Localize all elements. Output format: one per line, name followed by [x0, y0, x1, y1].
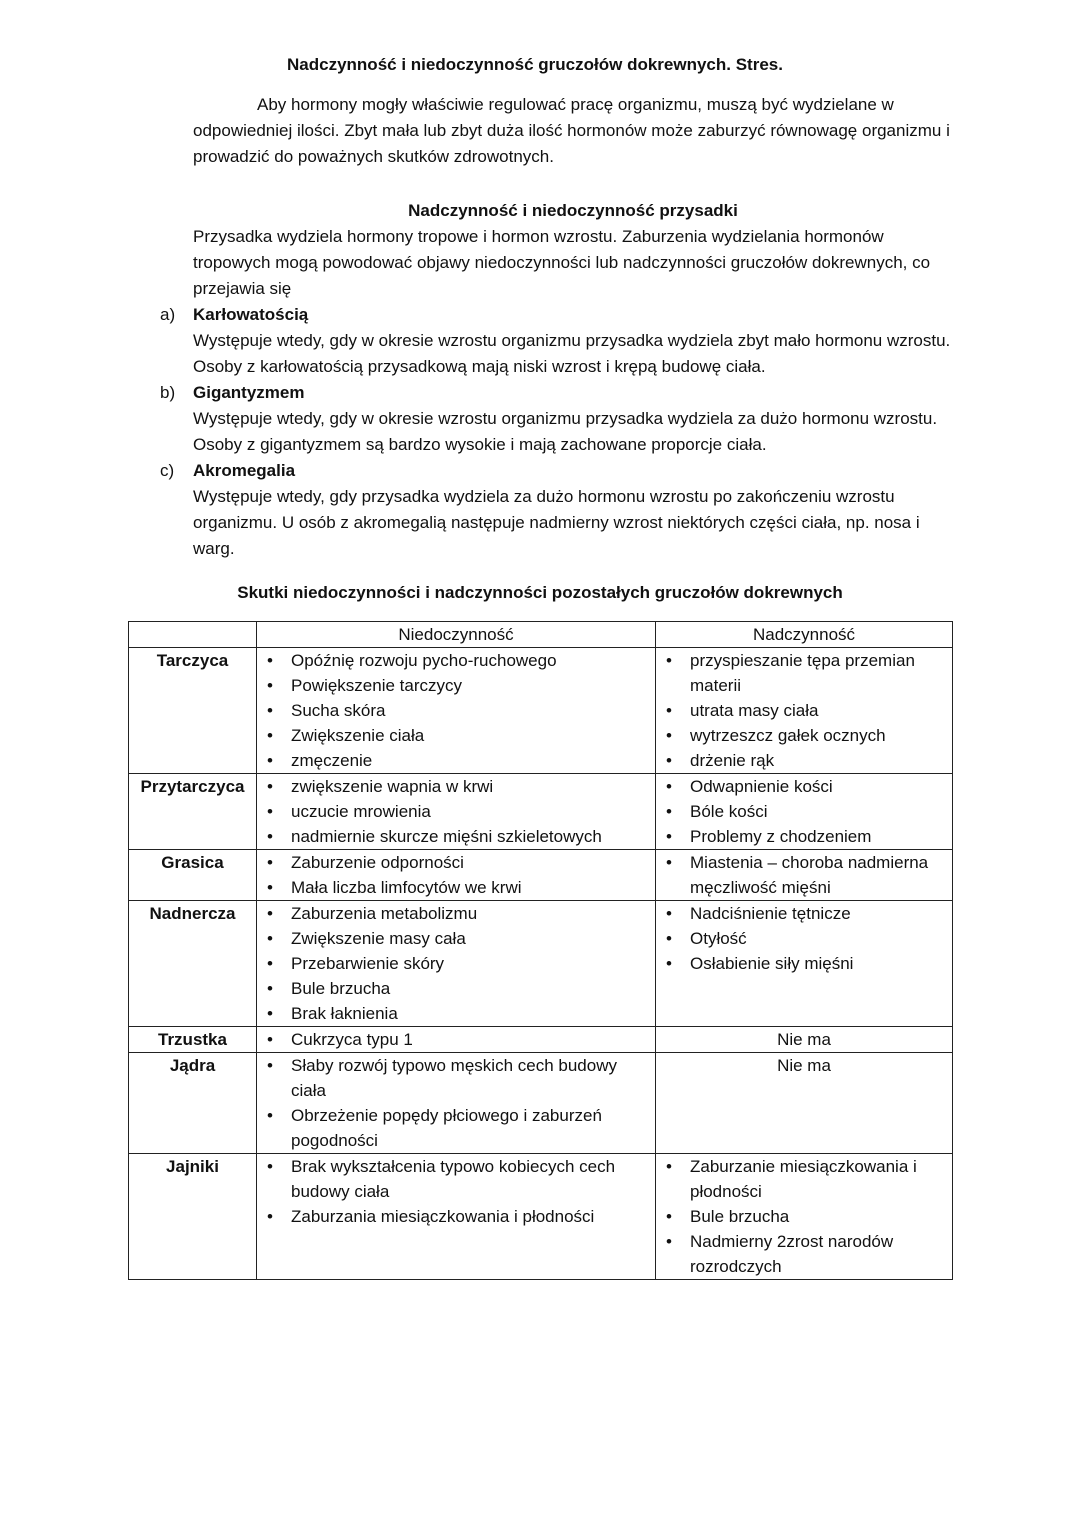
hyperfunction-cell [656, 648, 953, 774]
effect-item: • uczucie mrowienia [261, 799, 651, 824]
disorder-item [160, 458, 960, 562]
hyperfunction-cell [656, 850, 953, 901]
header-hypofunction: Niedoczynność [257, 622, 656, 648]
hyperfunction-cell [656, 901, 953, 1027]
item-description: Występuje wtedy, gdy przysadka wydziela za dużo hormonu wzrostu po zakończeniu wzrostu organizmu. U osób z akromegalią następuje nadmierny wzrost niektórych części ciała, np. nosa i warg. [193, 487, 920, 558]
effect-item: • Odwapnienie kości [660, 774, 948, 799]
effect-item: • Mała liczba limfocytów we krwi [261, 875, 651, 900]
effect-item: • przyspieszanie tępa przemian materii [660, 648, 948, 698]
table-title: Skutki niedoczynności i nadczynności pozostałych gruczołów dokrewnych [237, 583, 843, 602]
hyperfunction-cell [656, 774, 953, 850]
effect-item: • Bule brzucha [261, 976, 651, 1001]
effect-item: • Zwiększenie masy cała [261, 926, 651, 951]
item-label: b) [160, 383, 176, 402]
effect-item: • Zwiększenie ciała [261, 723, 651, 748]
effect-item: • nadmiernie skurcze mięśni szkieletowych [261, 824, 651, 849]
gland-name: Przytarczyca [129, 774, 257, 850]
header-hyperfunction: Nadczynność [656, 622, 953, 648]
table-row [129, 901, 953, 1027]
effect-item: • wytrzeszcz gałek ocznych [660, 723, 948, 748]
hyperfunction-cell: Nie ma [656, 1027, 953, 1053]
table-row [129, 1027, 953, 1053]
effect-item: • Zaburzania miesiączkowania i płodności [261, 1204, 651, 1229]
effect-item: • Cukrzyca typu 1 [261, 1027, 651, 1052]
effect-item: • Opóźnię rozwoju pycho-ruchowego [261, 648, 651, 673]
effect-item: • Przebarwienie skóry [261, 951, 651, 976]
hypofunction-cell [257, 1154, 656, 1280]
gland-name: Jądra [129, 1053, 257, 1154]
disorder-item [160, 302, 960, 380]
effect-item: • Sucha skóra [261, 698, 651, 723]
effect-item: • drżenie rąk [660, 748, 948, 773]
effect-item: • Obrzeżenie popędy płciowego i zaburzeń pogodności [261, 1103, 651, 1153]
effect-item: • Nadmierny 2zrost narodów rozrodczych [660, 1229, 948, 1279]
table-row [129, 648, 953, 774]
item-name: Gigantyzmem [193, 383, 305, 402]
header-gland [129, 622, 257, 648]
document-title: Nadczynność i niedoczynność gruczołów dokrewnych. Stres. [287, 55, 783, 74]
table-row [129, 774, 953, 850]
item-label: a) [160, 305, 176, 324]
item-label: c) [160, 461, 175, 480]
table-row [129, 850, 953, 901]
hypofunction-cell [257, 850, 656, 901]
effect-item: • Zaburzenie odporności [261, 850, 651, 875]
disorder-item [160, 380, 960, 458]
gland-name: Jajniki [129, 1154, 257, 1280]
hypofunction-cell [257, 1027, 656, 1053]
gland-name: Trzustka [129, 1027, 257, 1053]
hypofunction-cell [257, 648, 656, 774]
item-description: Występuje wtedy, gdy w okresie wzrostu organizmu przysadka wydziela za dużo hormonu wzrostu. Osoby z gigantyzmem są bardzo wysokie i mają zachowane proporcje ciała. [193, 409, 938, 454]
effect-item: • utrata masy ciała [660, 698, 948, 723]
section-title: Nadczynność i niedoczynność przysadki [408, 201, 738, 220]
item-name: Akromegalia [193, 461, 296, 480]
effect-item: • Powiększenie tarczycy [261, 673, 651, 698]
effect-item: • Osłabienie siły mięśni [660, 951, 948, 976]
item-name: Karłowatością [193, 305, 309, 324]
gland-name: Tarczyca [129, 648, 257, 774]
effect-item: • Nadciśnienie tętnicze [660, 901, 948, 926]
effect-item: • Problemy z chodzeniem [660, 824, 948, 849]
disorders-table [128, 621, 953, 1280]
hypofunction-cell [257, 774, 656, 850]
item-description: Występuje wtedy, gdy w okresie wzrostu organizmu przysadka wydziela zbyt mało hormonu wzrostu. Osoby z karłowatością przysadkową mają niski wzrost i krępą budowę ciała. [193, 331, 951, 376]
effect-item: • Miastenia – choroba nadmierna męczliwość mięśni [660, 850, 948, 900]
disorder-list [160, 302, 960, 562]
effect-item: • zwiększenie wapnia w krwi [261, 774, 651, 799]
effect-item: • Otyłość [660, 926, 948, 951]
section-paragraph: Przysadka wydziela hormony tropowe i hormon wzrostu. Zaburzenia wydzielania hormonów tropowych mogą powodować objawy niedoczynności lub nadczynności gruczołów dokrewnych, co przejawia się [193, 227, 931, 298]
effect-item: • Bule brzucha [660, 1204, 948, 1229]
intro-paragraph: Aby hormony mogły właściwie regulować pracę organizmu, muszą być wydzielane w odpowiedniej ilości. Zbyt mała lub zbyt duża ilość hormonów może zaburzyć równowagę organizmu i prowadzić do poważnych skutków zdrowotnych. [193, 95, 950, 166]
effect-item: • Zaburzenia metabolizmu [261, 901, 651, 926]
effect-item: • Bóle kości [660, 799, 948, 824]
effect-item: • Brak łaknienia [261, 1001, 651, 1026]
hypofunction-cell [257, 1053, 656, 1154]
gland-name: Grasica [129, 850, 257, 901]
hyperfunction-cell: Nie ma [656, 1053, 953, 1154]
effect-item: • zmęczenie [261, 748, 651, 773]
hypofunction-cell [257, 901, 656, 1027]
gland-name: Nadnercza [129, 901, 257, 1027]
table-header-row [129, 622, 953, 648]
effect-item: • Brak wykształcenia typowo kobiecych cech budowy ciała [261, 1154, 651, 1204]
effect-item: • Zaburzanie miesiączkowania i płodności [660, 1154, 948, 1204]
hyperfunction-cell [656, 1154, 953, 1280]
table-row [129, 1053, 953, 1154]
table-row [129, 1154, 953, 1280]
effect-item: • Słaby rozwój typowo męskich cech budowy ciała [261, 1053, 651, 1103]
